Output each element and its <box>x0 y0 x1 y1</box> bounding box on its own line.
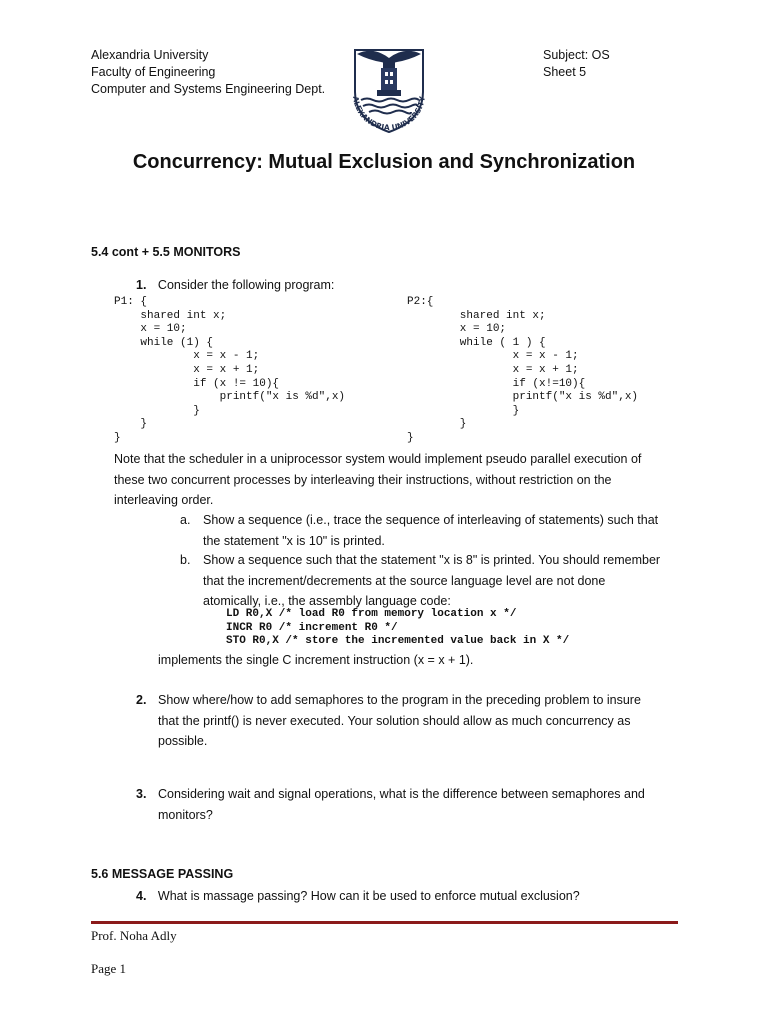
note-line: these two concurrent processes by interleaving their instructions, without restriction on the <box>114 472 612 487</box>
svg-text:ALEXANDRIA UNIVERSITY: ALEXANDRIA UNIVERSITY <box>351 95 427 133</box>
question-line: monitors? <box>158 807 213 822</box>
university-seal-icon <box>343 42 435 138</box>
assembly-line: INCR R0 /* increment R0 */ <box>226 621 398 634</box>
footer-rule <box>91 921 678 924</box>
subquestion-label: a. <box>180 513 191 527</box>
section-heading-monitors: 5.4 cont + 5.5 MONITORS <box>91 245 241 259</box>
page-title: Concurrency: Mutual Exclusion and Synchronization <box>132 151 636 173</box>
subquestion-line: Show a sequence (i.e., trace the sequence of interleaving of statements) such that <box>203 513 659 527</box>
assembly-line: STO R0,X /* store the incremented value back in X */ <box>226 635 570 647</box>
question-line: possible. <box>158 734 208 748</box>
header-right <box>543 47 610 81</box>
sheet-label: Sheet 5 <box>543 65 587 79</box>
subquestion-line: the statement "x is 10" is printed. <box>203 533 385 548</box>
question-3 <box>136 784 645 825</box>
scheduler-note <box>114 449 674 511</box>
question-number: 1. <box>136 278 147 292</box>
header-left <box>91 47 325 98</box>
subquestion-line: Show a sequence such that the statement "x is 8" is printed. You should remember <box>203 553 661 567</box>
university-name: Alexandria University <box>91 48 209 62</box>
question-text: Consider the following program: <box>157 278 335 292</box>
question-2 <box>136 690 641 752</box>
subquestion-a <box>180 510 658 551</box>
note-line: Note that the scheduler in a uniprocessor system would implement pseudo parallel execution of <box>114 452 642 466</box>
question-text: What is massage passing? How can it be used to enforce mutual exclusion? <box>157 889 580 903</box>
assembly-line: LD R0,X /* load R0 from memory location x */ <box>226 608 517 620</box>
footer-author: Prof. Noha Adly <box>91 928 177 943</box>
department-name: Computer and Systems Engineering Dept. <box>91 82 326 96</box>
subquestion-label: b. <box>180 553 191 567</box>
subject-label: Subject: OS <box>543 48 610 62</box>
question-number: 2. <box>136 693 147 707</box>
question-1 <box>136 277 334 294</box>
section-heading-message-passing: 5.6 MESSAGE PASSING <box>91 867 234 881</box>
question-line: that the printf() is never executed. Your solution should allow as much concurrency as <box>158 713 631 728</box>
subquestion-b <box>180 550 660 612</box>
subquestion-line: that the increment/decrements at the source language level are not done <box>203 573 606 588</box>
code-block-p2: P2:{ shared int x; x = 10; while ( 1 ) { x = x - 1; x = x + 1; if (x!=10){ printf("x is %d",x) } } } <box>407 296 639 444</box>
footer-page-number: Page 1 <box>91 961 127 976</box>
subquestion-line: atomically, i.e., the assembly language code: <box>203 594 451 608</box>
code-block-p1: P1: { shared int x; x = 10; while (1) { x = x - 1; x = x + 1; if (x != 10){ printf("x is %d",x) } } } <box>114 296 346 444</box>
question-number: 3. <box>136 787 147 801</box>
question-4 <box>136 888 580 905</box>
question-line: Show where/how to add semaphores to the program in the preceding problem to insure <box>158 693 641 707</box>
question-line: Considering wait and signal operations, what is the difference between semaphores and <box>158 787 645 801</box>
question-number: 4. <box>136 889 147 903</box>
note-line: interleaving order. <box>114 493 214 507</box>
increment-note: implements the single C increment instruction (x = x + 1). <box>158 653 474 667</box>
assembly-code <box>226 608 569 649</box>
university-logo <box>343 42 435 138</box>
faculty-name: Faculty of Engineering <box>91 65 216 79</box>
